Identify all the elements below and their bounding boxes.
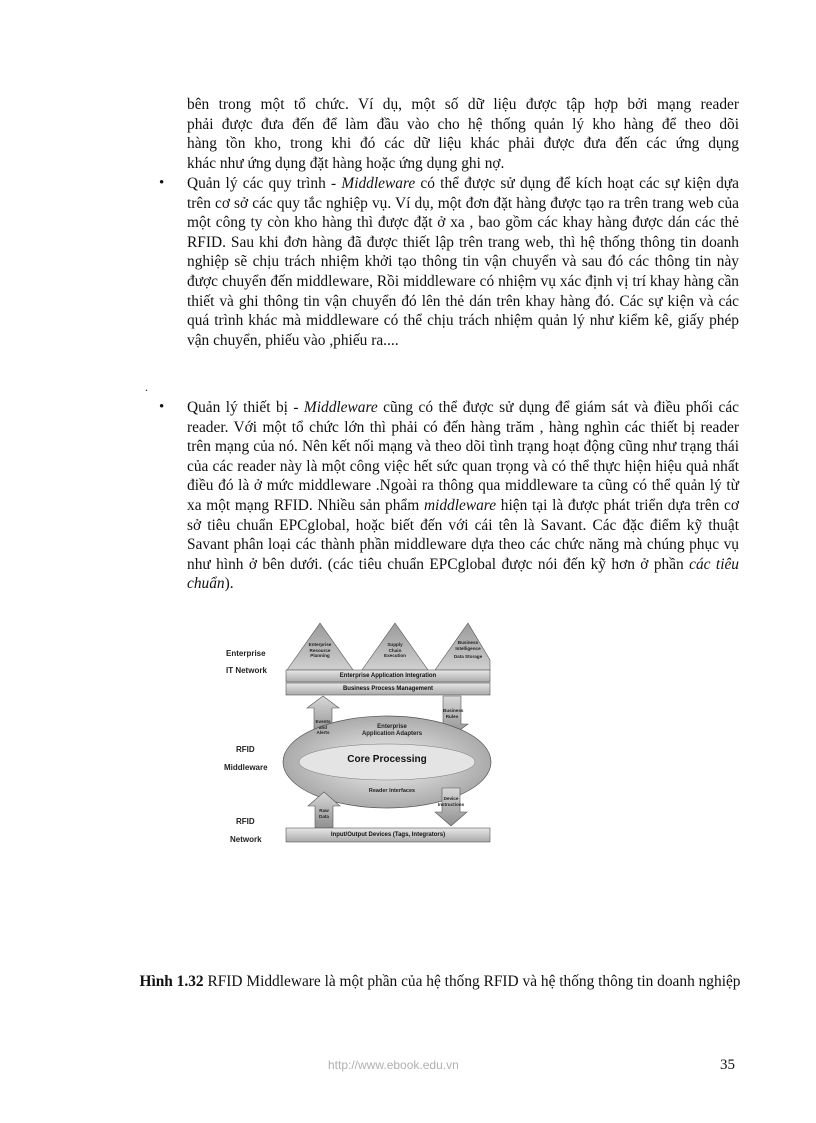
arrow-rules-label: Business Rules [443,708,464,719]
intro-line: khác như ứng dụng đặt hàng hoặc ứng dụng ghi nợ. [187,154,505,172]
bullet2-body-cont: hiện tại là được phát triển dựa trên cơ sở tiêu chuẩn EPCglobal, hoặc biết đến với cái tên là Savant. Các đặc điểm kỹ thuật Savant phân loại các thành phần middleware dựa theo các chức năng mà chúng phục vụ như hình ở bên dưới. (các tiêu chuẩn EPCglobal được nói đến kỹ hơn ở phần [187,496,739,573]
bullet1-italic: Middleware [341,175,416,192]
bullet2-italic: Middleware [303,399,378,416]
triangle-bi-label: Business Intelligence Data Storage [453,640,483,659]
footer-url: http://www.ebook.edu.vn [328,1058,459,1072]
page-number: 35 [720,1057,735,1073]
caption-label: Hình 1.32 [139,973,204,990]
bullet-marker: • [159,399,165,415]
rfid-middleware-diagram [222,620,492,855]
bar-io-label: Input/Output Devices (Tags, Integrators) [330,832,446,838]
intro-paragraph [187,95,739,173]
bullet2-italic-middleware: middleware [423,496,497,514]
intro-line: hàng tồn kho, trong khi đó các dữ liệu khác phải được đưa đến các ứng dụng [187,135,739,153]
label-network: Network [230,835,262,844]
intro-line: phải được đưa đến để làm đầu vào cho hệ thống quản lý kho hàng để theo dõi [187,115,739,133]
core-reader-label: Reader Interfaces [368,788,416,794]
bullet-marker: • [159,175,165,191]
arrow-events-label: Events and Alerts [315,719,331,735]
core-adapters-label: Enterprise Application Adapters [361,724,423,737]
arrow-raw-label: Raw Data [319,808,329,819]
bullet2-end: ). [224,575,234,593]
bullet-device-management [187,398,739,594]
bullet1-body: có thể được sử dụng để kích hoạt các sự kiện dựa trên cơ sở các quy tắc nghiệp vụ. Ví dụ, một đơn đặt hàng được tạo ra trên trang web của một công ty còn kho hàng thì được đặt ở xa , bao gồm các khay hàng được dán các thẻ RFID. Sau khi đơn hàng đã được thiết lập trên trang web, thì hệ thống thông tin doanh nghiệp sẽ chịu trách nhiệm khởi tạo thông tin vận chuyển và sau đó các thông tin này được chuyển đến middleware, Rồi middleware có nhiệm vụ xác định vị trí khay hàng cần thiết và ghi thông tin vận chuyển đó lên thẻ dán trên khay hàng đó. Các sự kiện và các quá trình khác mà middleware có thể chịu trách nhiệm quản lý như kiểm kê, giấy phép vận chuyển, phiếu vào ,phiếu ra.... [187,175,739,349]
label-rfid-middleware-1: RFID [236,745,255,754]
figure-caption [120,972,760,992]
bullet1-lead: Quản lý các quy trình - [187,175,342,192]
bullet2-lead: Quản lý thiết bị - [187,399,304,416]
bullet2-italic-standards: các tiêu chuẩn [187,555,739,593]
bullet2-body: cũng có thể được sử dụng để giám sát và điều phối các reader. Với một tổ chức lớn thì phải có đến hàng trăm , hàng nghìn các thiết bị reader trên mạng của nó. Nên kết nối mạng và theo dõi tình trạng hoạt động cũng như trạng thái của các reader này là một công việc hết sức quan trọng và có thể thực hiện hiệu quả nhất điều đó là ở mức middleware .Ngoài ra thông qua middleware ta cũng có thể quản lý từ xa một mạng RFID. Nhiều sản phẩm [187,399,739,514]
bar-bpm-label: Business Process Management [342,686,434,692]
bar-eai-label: Enterprise Application Integration [339,673,437,679]
arrow-device-label: Device Instructions [437,796,465,807]
label-rfid-network-1: RFID [236,817,255,826]
stray-mark: . [145,380,148,394]
bullet-process-management [187,174,739,350]
label-it-network: IT Network [226,666,267,675]
caption-text: RFID Middleware là một phần của hệ thống RFID và hệ thống thông tin doanh nghiệp [203,973,741,990]
label-middleware: Middleware [224,763,268,772]
label-enterprise: Enterprise [226,649,266,658]
triangle-erp-label: Enterprise Resource Planning [308,642,332,658]
core-processing-label: Core Processing [347,754,427,765]
intro-line: bên trong một tổ chức. Ví dụ, một số dữ liệu được tập hợp bởi mạng reader [187,96,739,113]
triangle-sce-label: Supply Chain Execution [384,642,406,658]
